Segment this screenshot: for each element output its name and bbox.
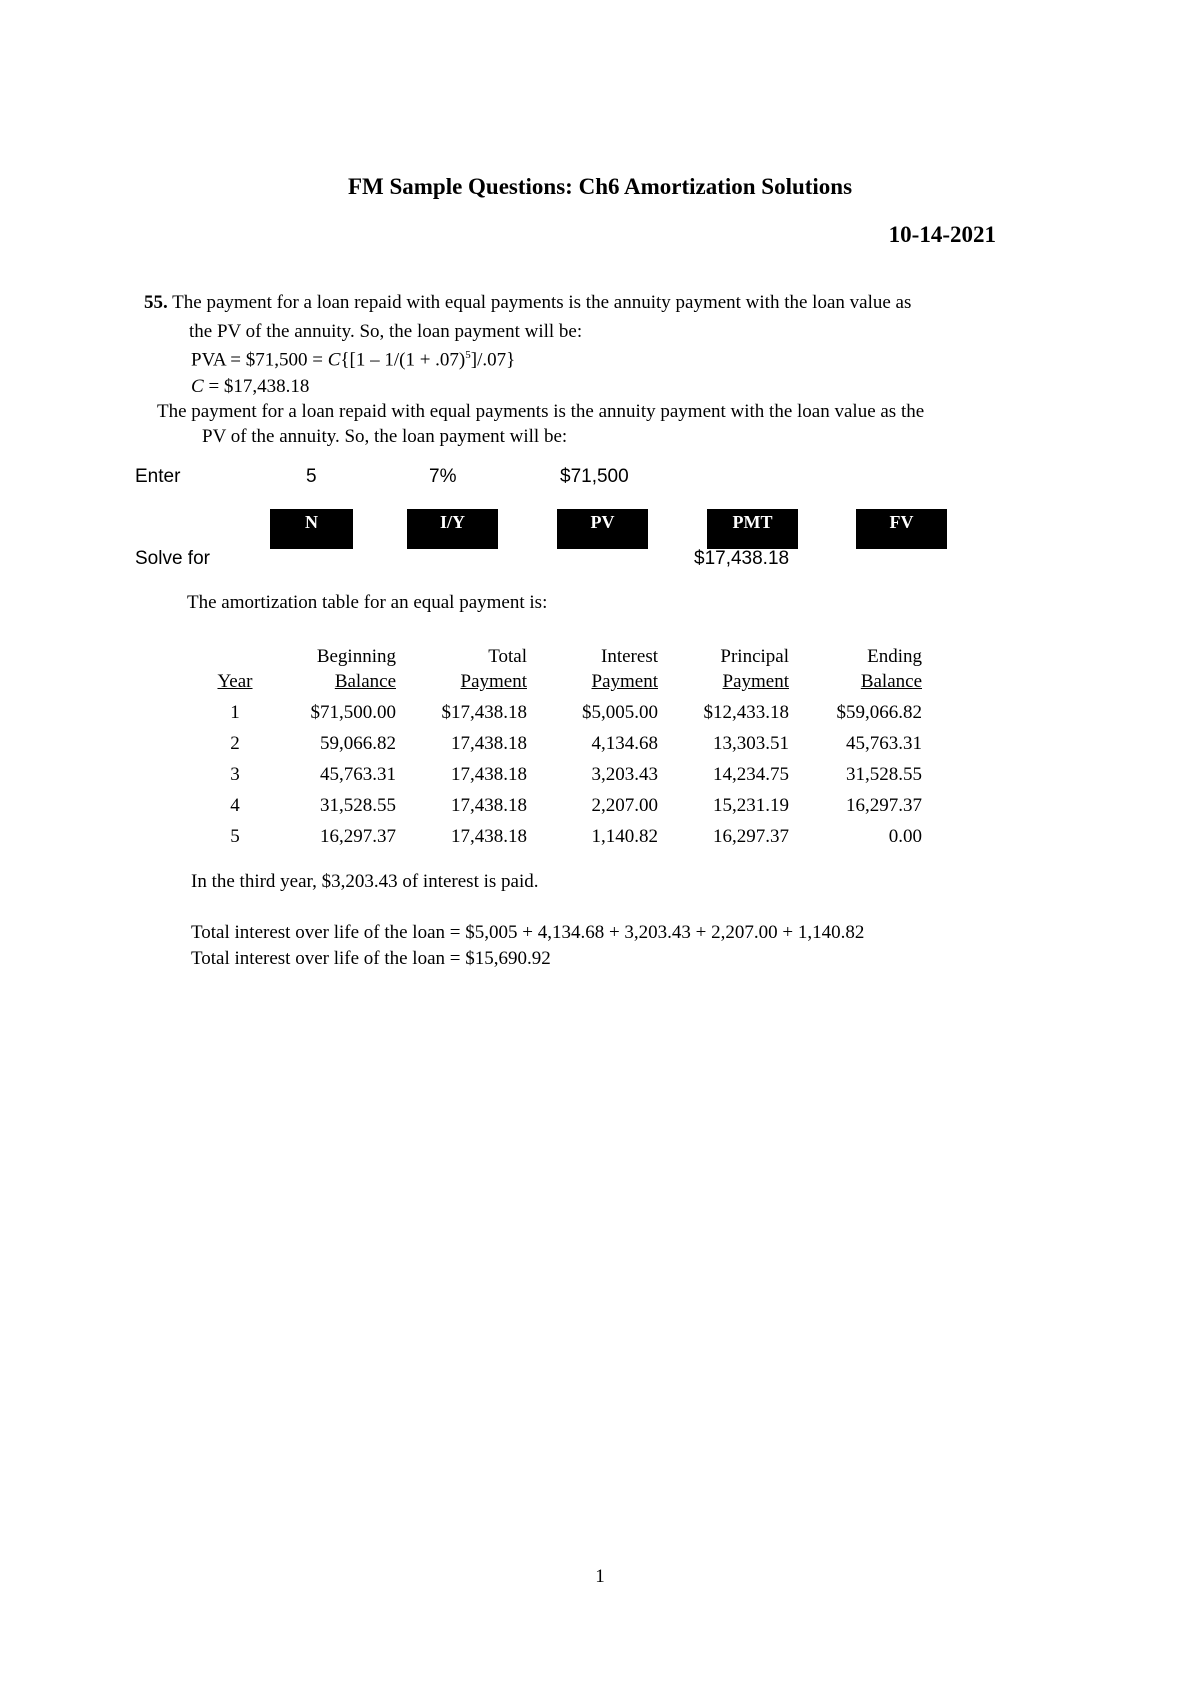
- header-top-principal: Principal: [720, 646, 789, 667]
- cell-total-payment: 17,438.18: [451, 764, 527, 785]
- document-title: FM Sample Questions: Ch6 Amortization Solutions: [347, 174, 853, 199]
- cell-ending-balance: 45,763.31: [846, 733, 922, 754]
- cell-year: 2: [230, 733, 240, 754]
- table-row: [195, 755, 922, 786]
- table-row: [195, 817, 922, 848]
- cell-interest-payment: 2,207.00: [591, 795, 658, 816]
- calc-key-iy: I/Y: [407, 509, 498, 549]
- table-row: [195, 786, 922, 817]
- amortization-table: [195, 643, 922, 848]
- enter-iy-value: 7%: [429, 466, 457, 487]
- table-header-row-bottom: [195, 668, 922, 693]
- cell-interest-payment: 3,203.43: [591, 764, 658, 785]
- cell-interest-payment: $5,005.00: [582, 702, 658, 723]
- enter-label: Enter: [135, 466, 181, 487]
- header-top-total: Total: [488, 646, 527, 667]
- question-line-2: the PV of the annuity. So, the loan payment will be:: [189, 321, 583, 342]
- cell-principal-payment: 13,303.51: [713, 733, 789, 754]
- cell-principal-payment: 16,297.37: [713, 826, 789, 847]
- amortization-intro: The amortization table for an equal payment is:: [187, 592, 548, 613]
- table-header-row-top: [195, 643, 922, 668]
- question-line-1: [144, 292, 911, 314]
- cell-total-payment: $17,438.18: [441, 702, 527, 723]
- solve-pmt-value: $17,438.18: [694, 548, 790, 569]
- cell-ending-balance: 0.00: [888, 826, 922, 847]
- cell-year: 1: [230, 702, 240, 723]
- cell-principal-payment: 14,234.75: [713, 764, 789, 785]
- enter-pv-value: $71,500: [560, 466, 629, 487]
- header-ending-balance: Balance: [860, 671, 922, 692]
- cell-beginning-balance: 59,066.82: [320, 733, 396, 754]
- cell-principal-payment: 15,231.19: [713, 795, 789, 816]
- header-top-beginning: Beginning: [316, 646, 396, 667]
- cell-beginning-balance: $71,500.00: [310, 702, 396, 723]
- table-row: [195, 693, 922, 724]
- total-interest-result: Total interest over life of the loan = $15,690.92: [191, 948, 551, 969]
- cell-total-payment: 17,438.18: [451, 795, 527, 816]
- solve-for-label: Solve for: [135, 548, 210, 569]
- calc-key-pv: PV: [557, 509, 648, 549]
- calc-key-n: N: [270, 509, 353, 549]
- cell-year: 4: [230, 795, 240, 816]
- question-text-1: The payment for a loan repaid with equal payments is the annuity payment with the loan value as: [167, 292, 912, 313]
- cell-beginning-balance: 16,297.37: [320, 826, 396, 847]
- cell-ending-balance: 16,297.37: [846, 795, 922, 816]
- third-year-interest: In the third year, $3,203.43 of interest is paid.: [191, 871, 539, 892]
- equation-c: C = $17,438.18: [191, 376, 310, 397]
- cell-ending-balance: 31,528.55: [846, 764, 922, 785]
- calc-key-fv: FV: [856, 509, 947, 549]
- cell-interest-payment: 1,140.82: [591, 826, 658, 847]
- cell-ending-balance: $59,066.82: [836, 702, 922, 723]
- calc-key-pmt: PMT: [707, 509, 798, 549]
- paragraph-2-line-2: PV of the annuity. So, the loan payment will be:: [202, 426, 568, 447]
- enter-n-value: 5: [306, 466, 317, 487]
- table-row: [195, 724, 922, 755]
- header-beginning-balance: Balance: [334, 671, 396, 692]
- question-number: 55.: [144, 292, 168, 313]
- cell-year: 3: [230, 764, 240, 785]
- header-top-year: [195, 643, 275, 668]
- equation-pva: PVA = $71,500 = $C\{[1 - 1/(1 + .07)^5]/.07\}$: [191, 349, 516, 371]
- header-year: Year: [217, 671, 253, 692]
- cell-beginning-balance: 45,763.31: [320, 764, 396, 785]
- document-date: 10-14-2021: [888, 222, 996, 247]
- cell-principal-payment: $12,433.18: [703, 702, 789, 723]
- cell-year: 5: [230, 826, 240, 847]
- header-interest-payment: Payment: [591, 671, 658, 692]
- cell-total-payment: 17,438.18: [451, 826, 527, 847]
- paragraph-2-line-1: The payment for a loan repaid with equal payments is the annuity payment with the loan value as the: [157, 401, 925, 422]
- cell-total-payment: 17,438.18: [451, 733, 527, 754]
- header-principal-payment: Payment: [722, 671, 789, 692]
- page-number: 1: [595, 1566, 605, 1587]
- header-top-interest: Interest: [601, 646, 658, 667]
- header-top-ending: Ending: [867, 646, 922, 667]
- cell-beginning-balance: 31,528.55: [320, 795, 396, 816]
- cell-interest-payment: 4,134.68: [591, 733, 658, 754]
- header-total-payment: Payment: [460, 671, 527, 692]
- total-interest-sum: Total interest over life of the loan = $5,005 + 4,134.68 + 3,203.43 + 2,207.00 + 1,140.82: [191, 922, 865, 943]
